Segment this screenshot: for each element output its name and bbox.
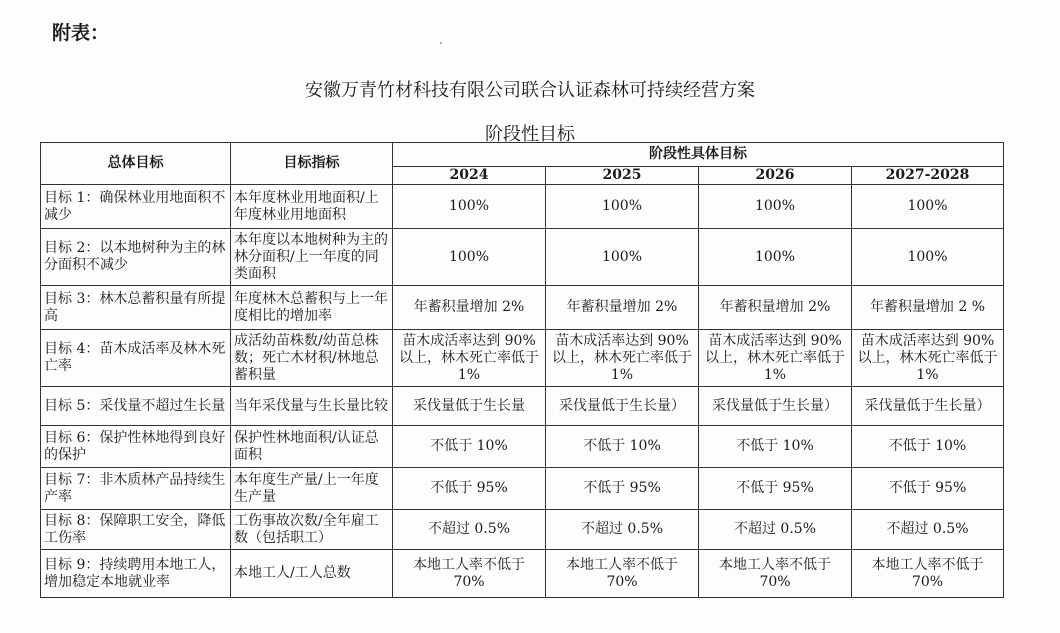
stage-value-cell: 本地工人率不低于 70% bbox=[852, 550, 1004, 598]
stage-value-cell: 100% bbox=[699, 185, 852, 229]
appendix-heading: 附表： bbox=[52, 22, 110, 44]
header-overall-goal: 总体目标 bbox=[41, 143, 231, 185]
stage-value-cell: 不低于 10% bbox=[393, 426, 546, 468]
document-title: 安徽万青竹材科技有限公司联合认证森林可持续经营方案 bbox=[305, 80, 755, 101]
indicator-cell: 当年采伐量与生长量比较 bbox=[231, 387, 393, 426]
header-year-2024: 2024 bbox=[393, 167, 546, 185]
stage-value-cell: 年蓄积量增加 2 % bbox=[852, 286, 1004, 330]
stage-value-cell: 苗木成活率达到 90%以上，林木死亡率低于 1% bbox=[546, 330, 699, 387]
stage-value-cell: 100% bbox=[852, 185, 1004, 229]
indicator-cell: 本地工人/工人总数 bbox=[231, 550, 393, 598]
goal-cell: 目标 4：苗木成活率及林木死亡率 bbox=[41, 330, 231, 387]
table-row bbox=[41, 426, 1004, 468]
header-indicator: 目标指标 bbox=[231, 143, 393, 185]
stage-value-cell: 本地工人率不低于 70% bbox=[393, 550, 546, 598]
stage-value-cell: 100% bbox=[393, 185, 546, 229]
stage-value-cell: 不低于 10% bbox=[852, 426, 1004, 468]
stage-goals-table bbox=[40, 142, 1004, 598]
stage-value-cell: 不超过 0.5% bbox=[546, 510, 699, 550]
stage-value-cell: 不低于 10% bbox=[546, 426, 699, 468]
stage-value-cell: 苗木成活率达到 90%以上，林木死亡率低于 1% bbox=[393, 330, 546, 387]
goal-cell: 目标 7：非木质林产品持续生产率 bbox=[41, 468, 231, 510]
stage-value-cell: 100% bbox=[546, 185, 699, 229]
stage-value-cell: 不低于 10% bbox=[699, 426, 852, 468]
table-row bbox=[41, 510, 1004, 550]
stage-value-cell: 本地工人率不低于 70% bbox=[546, 550, 699, 598]
stage-value-cell: 不超过 0.5% bbox=[852, 510, 1004, 550]
stage-value-cell: 不低于 95% bbox=[546, 468, 699, 510]
indicator-cell: 本年度生产量/上一年度生产量 bbox=[231, 468, 393, 510]
stage-value-cell: 100% bbox=[699, 229, 852, 286]
table-subtitle: 阶段性目标 bbox=[485, 124, 575, 145]
indicator-cell: 年度林木总蓄积与上一年度相比的增加率 bbox=[231, 286, 393, 330]
stage-value-cell: 本地工人率不低于 70% bbox=[699, 550, 852, 598]
table-row bbox=[41, 550, 1004, 598]
table-row bbox=[41, 286, 1004, 330]
stage-value-cell: 不低于 95% bbox=[393, 468, 546, 510]
scan-speck bbox=[440, 42, 442, 44]
indicator-cell: 成活幼苗株数/幼苗总株数；死亡木材积/林地总蓄积量 bbox=[231, 330, 393, 387]
header-stage-goals: 阶段性具体目标 bbox=[393, 143, 1004, 167]
stage-value-cell: 年蓄积量增加 2% bbox=[699, 286, 852, 330]
stage-value-cell: 苗木成活率达到 90%以上，林木死亡率低于 1% bbox=[852, 330, 1004, 387]
stage-value-cell: 不超过 0.5% bbox=[393, 510, 546, 550]
stage-value-cell: 不低于 95% bbox=[699, 468, 852, 510]
goal-cell: 目标 8：保障职工安全，降低工伤率 bbox=[41, 510, 231, 550]
stage-value-cell: 采伐量低于生长量） bbox=[546, 387, 699, 426]
stage-value-cell: 100% bbox=[393, 229, 546, 286]
stage-value-cell: 年蓄积量增加 2% bbox=[393, 286, 546, 330]
goal-cell: 目标 6：保护性林地得到良好的保护 bbox=[41, 426, 231, 468]
stage-value-cell: 采伐量低于生长量） bbox=[852, 387, 1004, 426]
goal-cell: 目标 9：持续聘用本地工人，增加稳定本地就业率 bbox=[41, 550, 231, 598]
table-row bbox=[41, 387, 1004, 426]
stage-value-cell: 100% bbox=[852, 229, 1004, 286]
goal-cell: 目标 5：采伐量不超过生长量 bbox=[41, 387, 231, 426]
stage-value-cell: 100% bbox=[546, 229, 699, 286]
stage-value-cell: 不超过 0.5% bbox=[699, 510, 852, 550]
table-row bbox=[41, 229, 1004, 286]
goal-cell: 目标 1：确保林业用地面积不减少 bbox=[41, 185, 231, 229]
stage-value-cell: 年蓄积量增加 2% bbox=[546, 286, 699, 330]
goal-cell: 目标 3：林木总蓄积量有所提高 bbox=[41, 286, 231, 330]
goal-cell: 目标 2：以本地树种为主的林分面积不减少 bbox=[41, 229, 231, 286]
table-row bbox=[41, 330, 1004, 387]
stage-value-cell: 不低于 95% bbox=[852, 468, 1004, 510]
indicator-cell: 本年度林业用地面积/上年度林业用地面积 bbox=[231, 185, 393, 229]
table-row bbox=[41, 468, 1004, 510]
indicator-cell: 工伤事故次数/全年雇工数（包括职工） bbox=[231, 510, 393, 550]
header-year-2026: 2026 bbox=[699, 167, 852, 185]
stage-value-cell: 采伐量低于生长量 bbox=[393, 387, 546, 426]
indicator-cell: 保护性林地面积/认证总面积 bbox=[231, 426, 393, 468]
indicator-cell: 本年度以本地树种为主的林分面积/上一年度的同类面积 bbox=[231, 229, 393, 286]
stage-value-cell: 采伐量低于生长量） bbox=[699, 387, 852, 426]
header-year-2025: 2025 bbox=[546, 167, 699, 185]
header-year-2027-2028: 2027-2028 bbox=[852, 167, 1004, 185]
table-row bbox=[41, 185, 1004, 229]
stage-value-cell: 苗木成活率达到 90%以上，林木死亡率低于 1% bbox=[699, 330, 852, 387]
